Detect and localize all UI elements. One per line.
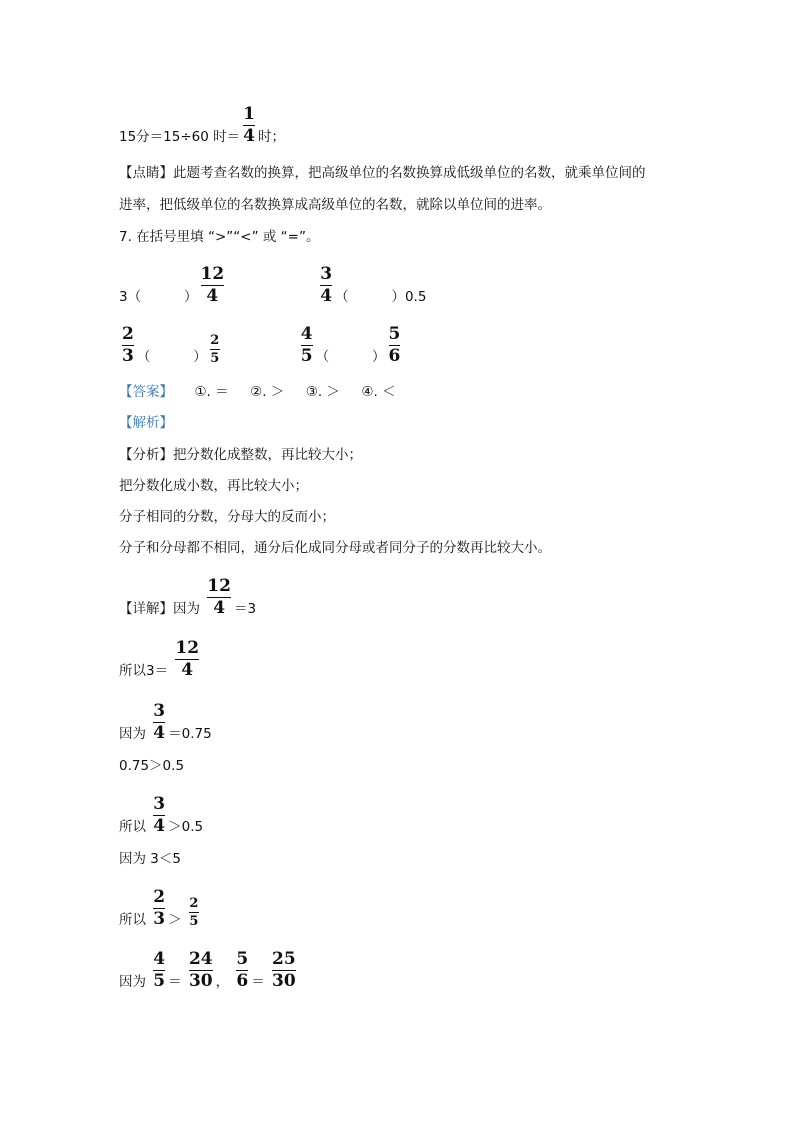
- fraction: [153, 795, 165, 836]
- fraction: [207, 577, 231, 618]
- fraction: [389, 325, 401, 366]
- denominator: 4: [181, 660, 194, 680]
- text-line: [119, 446, 362, 464]
- text: ①. ＝ ②. ＞ ③. ＞ ④. ＜: [173, 384, 396, 400]
- denominator: 3: [122, 346, 134, 366]
- numerator: 3: [153, 701, 166, 721]
- text-line: [119, 577, 256, 618]
- text-line: [119, 477, 308, 495]
- fraction: [236, 950, 248, 991]
- denominator: 4: [320, 286, 333, 306]
- numerator: 12: [175, 638, 200, 658]
- text-line: [119, 639, 202, 680]
- text-line: [119, 105, 285, 146]
- text-line: [119, 539, 551, 557]
- text: 把分数化成小数，再比较大小；: [119, 478, 308, 494]
- denominator: 30: [188, 971, 213, 991]
- text: 因为 3＜5: [119, 851, 181, 867]
- numerator: 12: [207, 576, 231, 596]
- numerator: 4: [153, 949, 166, 969]
- numerator: 3: [320, 264, 333, 284]
- numerator: 24: [188, 949, 213, 969]
- text: 因为: [119, 974, 151, 990]
- text-line: [119, 950, 299, 991]
- denominator: 5: [210, 351, 220, 366]
- denominator: 3: [153, 909, 166, 929]
- text-line: [119, 228, 319, 246]
- text-line: [119, 508, 335, 526]
- denominator: 4: [243, 126, 255, 146]
- text: 【点睛】此题考查名数的换算，把高级单位的名数换算成低级单位的名数，就乘单位间的: [119, 165, 646, 181]
- text: ＝: [168, 974, 186, 990]
- section-label: 【解析】: [119, 415, 173, 431]
- fraction-bar: [189, 912, 199, 913]
- text: 【详解】因为: [119, 601, 205, 617]
- text-line: [119, 850, 181, 868]
- denominator: 6: [388, 346, 401, 366]
- fraction: [201, 265, 225, 306]
- text: ，: [215, 974, 234, 990]
- text: 因为: [119, 726, 151, 742]
- text-line: [119, 795, 203, 836]
- text-line: [119, 383, 396, 401]
- numerator: 2: [189, 896, 199, 911]
- text: ＝0.75: [168, 726, 212, 742]
- text: 所以3＝: [119, 663, 173, 679]
- text: 所以: [119, 912, 151, 928]
- text: 所以: [119, 819, 151, 835]
- fraction: [153, 702, 165, 743]
- text: ＝: [251, 974, 270, 990]
- text-line: [119, 757, 184, 775]
- text: （ ）0.5: [335, 289, 427, 305]
- fraction: [272, 950, 296, 991]
- text: 3（ ）: [119, 289, 198, 305]
- fraction: [175, 639, 199, 680]
- denominator: 5: [189, 914, 199, 929]
- denominator: 6: [236, 971, 249, 991]
- text-line: [119, 196, 551, 214]
- text: 时；: [257, 129, 285, 145]
- fraction: [153, 950, 165, 991]
- text-line: [119, 414, 173, 432]
- fraction: [189, 896, 199, 929]
- text: （ ）: [315, 349, 386, 365]
- text: 【分析】把分数化成整数，再比较大小；: [119, 447, 362, 463]
- text: ＞0.5: [168, 819, 204, 835]
- fraction: [153, 888, 165, 929]
- numerator: 25: [272, 949, 296, 969]
- denominator: 4: [213, 598, 226, 618]
- fraction: [320, 265, 332, 306]
- fraction: [122, 325, 134, 366]
- fraction-bar: [210, 349, 220, 350]
- text-line: [119, 325, 403, 366]
- text: 15分＝15÷60 时＝: [119, 129, 241, 145]
- numerator: 2: [210, 333, 220, 348]
- text: 分子相同的分数，分母大的反而小；: [119, 509, 335, 525]
- text: ＞: [168, 912, 186, 928]
- fraction: [301, 325, 313, 366]
- denominator: 4: [153, 723, 166, 743]
- denominator: 30: [272, 971, 296, 991]
- text: （ ）: [136, 349, 207, 365]
- text-line: [119, 265, 426, 306]
- numerator: 12: [200, 264, 225, 284]
- text-line: [119, 164, 646, 182]
- text: 进率，把低级单位的名数换算成高级单位的名数，就除以单位间的进率。: [119, 197, 551, 213]
- numerator: 2: [153, 887, 166, 907]
- section-label: 【答案】: [119, 384, 173, 400]
- denominator: 5: [153, 971, 166, 991]
- text: 0.75＞0.5: [119, 758, 185, 774]
- fraction: [243, 105, 255, 146]
- denominator: 5: [300, 346, 313, 366]
- fraction: [210, 333, 220, 366]
- numerator: 2: [122, 324, 134, 344]
- numerator: 5: [236, 949, 249, 969]
- text: ＝3: [233, 601, 257, 617]
- text-line: [119, 702, 212, 743]
- denominator: 4: [206, 286, 219, 306]
- numerator: 5: [388, 324, 401, 344]
- text-line: [119, 888, 202, 929]
- numerator: 1: [243, 104, 255, 124]
- fraction: [189, 950, 213, 991]
- denominator: 4: [153, 816, 166, 836]
- text: 7. 在括号里填 “>”“<” 或 “=”。: [119, 229, 320, 245]
- numerator: 3: [153, 794, 166, 814]
- numerator: 4: [300, 324, 313, 344]
- text: 分子和分母都不相同，通分后化成同分母或者同分子的分数再比较大小。: [119, 540, 551, 556]
